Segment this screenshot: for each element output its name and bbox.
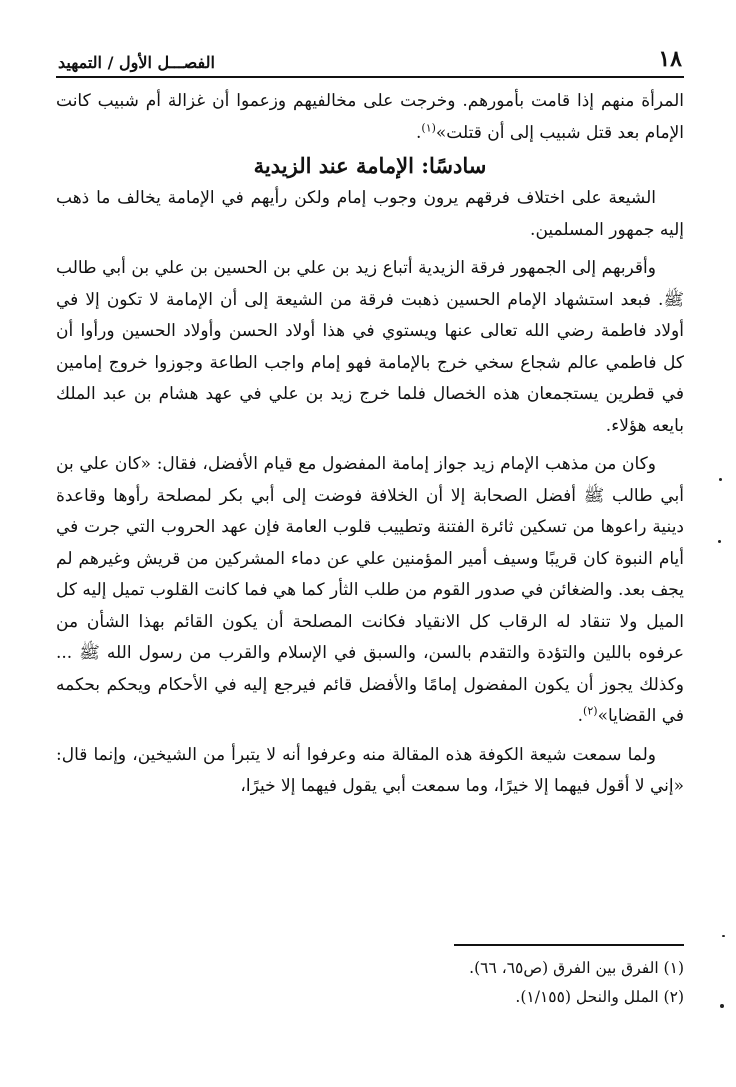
footnote-2: (٢) الملل والنحل (١/١٥٥). xyxy=(515,987,684,1006)
paragraph-1: المرأة منهم إذا قامت بأمورهم. وخرجت على مخالفيهم وزعموا أن غزالة أم شبيب كانت الإمام بعد قتل شبيب إلى أن قتلت»$^{(١)}$. xyxy=(56,91,684,143)
paragraph-4-end: . xyxy=(577,706,584,726)
paragraph-4-text: وكان من مذهب الإمام زيد جواز إمامة المفضول مع قيام الأفضل، فقال: «كان علي بن أبي طالب ﷺ أفضل الصحابة إلا أن الخلافة فوضت إلى أبي بكر لمصلحة رأوها وقاعدة دينية راعوها من تسكين ثائرة الفتنة وتطييب قلوب العامة فإن عهد الحروب التي جرت في أيام النبوة كان قريبًا وسيف أمير المؤمنين علي عن دماء المشركين من قريش وغيرهم لم يجف بعد. والضغائن في صدور القوم من طلب الثأر كما هي فما كانت القلوب تميل إليه كل الميل ولا تنقاد له الرقاب كل الانقياد فكانت المصلحة أن يكون القائم بهذا الشأن من عرفوه باللين والتؤدة والتقدم بالسن، والسبق في الإسلام والقرب من رسول الله ﷺ ... وكذلك يجوز أن يكون المفضول إمامًا والأفضل قائم فيرجع إليه في الأحكام ويحكم بحكمه في القضايا» xyxy=(56,454,684,726)
book-page xyxy=(56,44,684,803)
footnote-ref-1: (١) xyxy=(421,120,436,134)
paragraph-5: ولما سمعت شيعة الكوفة هذه المقالة منه وعرفوا أنه لا يتبرأ من الشيخين، وإنما قال: «إني لا أقول فيهما إلا خيرًا، وما سمعت أبي يقول فيهما إلا خيرًا، xyxy=(56,744,684,796)
scan-speck xyxy=(718,540,721,543)
scan-speck xyxy=(720,1004,724,1008)
scan-speck xyxy=(722,935,725,937)
paragraph-3: وأقربهم إلى الجمهور فرقة الزيدية أتباع زيد بن علي بن الحسين بن علي بن أبي طالب ﷺ. فبعد استشهاد الإمام الحسين ذهبت فرقة من الشيعة إلى أن الإمامة لا تكون إلا في أولاد فاطمة رضي الله تعالى عنها ويستوي في هذا أولاد الحسن وأولاد الحسين ورأوا أن كل فاطمي عالم شجاع سخي خرج بالإمامة فهو إمام واجب الطاعة وجوزوا خروج إمامين في قطرين يستجمعان هذه الخصال فلما خرج زيد بن علي في عهد هشام بن عبد الملك بايعه هؤلاء. xyxy=(56,258,684,436)
footnote-ref-2: (٢) xyxy=(583,704,598,718)
page-header xyxy=(56,44,684,78)
body-text xyxy=(56,86,684,803)
running-title: الفصـــل الأول / التمهيد xyxy=(58,53,215,72)
section-heading: سادسًا: الإمامة عند الزيدية xyxy=(253,153,487,178)
scan-speck xyxy=(719,478,722,481)
footnote-1: (١) الفرق بين الفرق (ص٦٥، ٦٦). xyxy=(469,958,684,977)
page-number: ١٨ xyxy=(658,46,682,72)
footnote-separator xyxy=(454,944,684,946)
paragraph-2: الشيعة على اختلاف فرقهم يرون وجوب إمام ولكن رأيهم في الإمامة يخالف ما ذهب إليه جمهور المسلمين. xyxy=(56,188,684,240)
paragraph-4 xyxy=(56,449,684,733)
footnotes xyxy=(56,944,684,1012)
paragraph-1-text: المرأة منهم إذا قامت بأمورهم. وخرجت على مخالفيهم وزعموا أن غزالة أم شبيب كانت الإمام بعد قتل شبيب إلى أن قتلت» xyxy=(56,91,684,143)
